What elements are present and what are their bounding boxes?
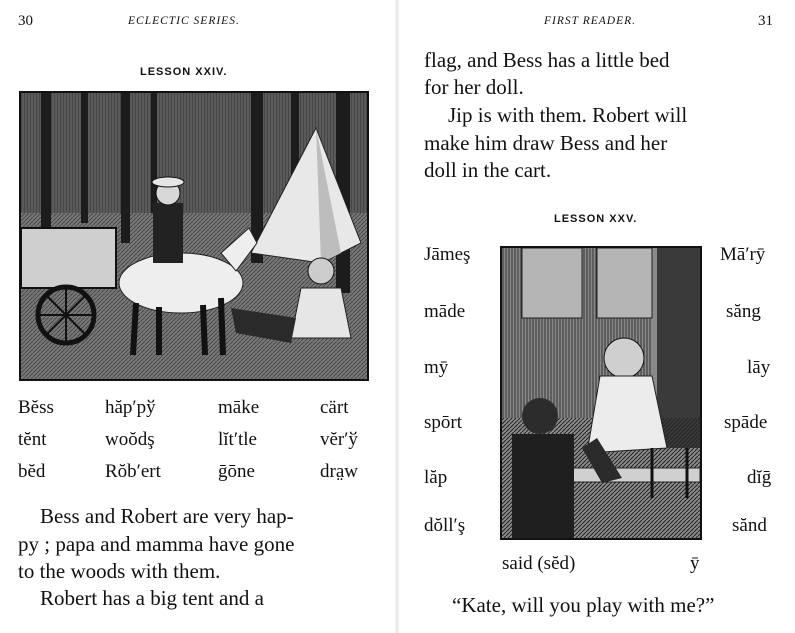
paragraph-line: py ; papa and mamma have gone — [18, 532, 295, 556]
text-line: Jip is with them. Robert will — [448, 103, 688, 127]
paragraph-line: to the woods with them. — [18, 559, 221, 583]
running-head: FIRST READER. — [544, 15, 636, 27]
goat-cart-illustration — [19, 91, 369, 381]
word-1-4: cärt — [320, 397, 349, 418]
word-1-3: māke — [218, 397, 260, 418]
text-line: make him draw Bess and her — [424, 131, 668, 155]
word-left-5: lăp — [424, 467, 448, 488]
word-1-1: Bĕss — [18, 397, 54, 418]
y-macron-mark: ȳ — [690, 553, 700, 574]
quote-line: “Kate, will you play with me?” — [452, 593, 715, 617]
text-line: for her doll. — [424, 75, 524, 99]
paragraph-line: Bess and Robert are very hap- — [40, 504, 294, 528]
right-page — [398, 0, 795, 633]
word-2-4: vĕr′ў — [320, 429, 358, 450]
page-number: 31 — [758, 13, 773, 29]
lesson-title: LESSON XXIV. — [140, 66, 228, 78]
word-right-3: lāy — [747, 357, 771, 378]
word-right-2: săng — [726, 301, 761, 322]
text-line: flag, and Bess has a little bed — [424, 48, 670, 72]
page-number: 30 — [18, 13, 33, 29]
word-left-6: dŏll′ş — [424, 515, 466, 536]
word-3-1: bĕd — [18, 461, 46, 482]
word-2-2: woŏdş — [105, 429, 155, 450]
word-right-4: spāde — [724, 412, 768, 433]
word-left-3: mȳ — [424, 357, 449, 378]
word-right-6: sănd — [732, 515, 767, 536]
word-1-2: hăp′pў — [105, 397, 156, 418]
word-2-3: lĭt′tle — [218, 429, 257, 450]
said-pronunciation: said (sĕd) — [502, 553, 576, 574]
word-left-4: spōrt — [424, 412, 462, 433]
word-left-1: Jāmeş — [424, 244, 471, 265]
word-left-2: māde — [424, 301, 466, 322]
paragraph-line: Robert has a big tent and a — [40, 586, 264, 610]
left-page — [0, 0, 397, 633]
word-right-1: Mā′rȳ — [720, 244, 766, 265]
lesson-title: LESSON XXV. — [554, 213, 638, 225]
text-line: doll in the cart. — [424, 158, 552, 182]
word-2-1: tĕnt — [18, 429, 47, 450]
word-3-3: ḡōne — [218, 461, 255, 482]
children-doorstep-illustration — [500, 246, 702, 540]
word-right-5: dĭḡ — [747, 467, 772, 488]
word-3-2: Rŏb′ert — [105, 461, 161, 482]
word-3-4: dra̤w — [320, 461, 358, 482]
running-head: ECLECTIC SERIES. — [128, 15, 240, 27]
